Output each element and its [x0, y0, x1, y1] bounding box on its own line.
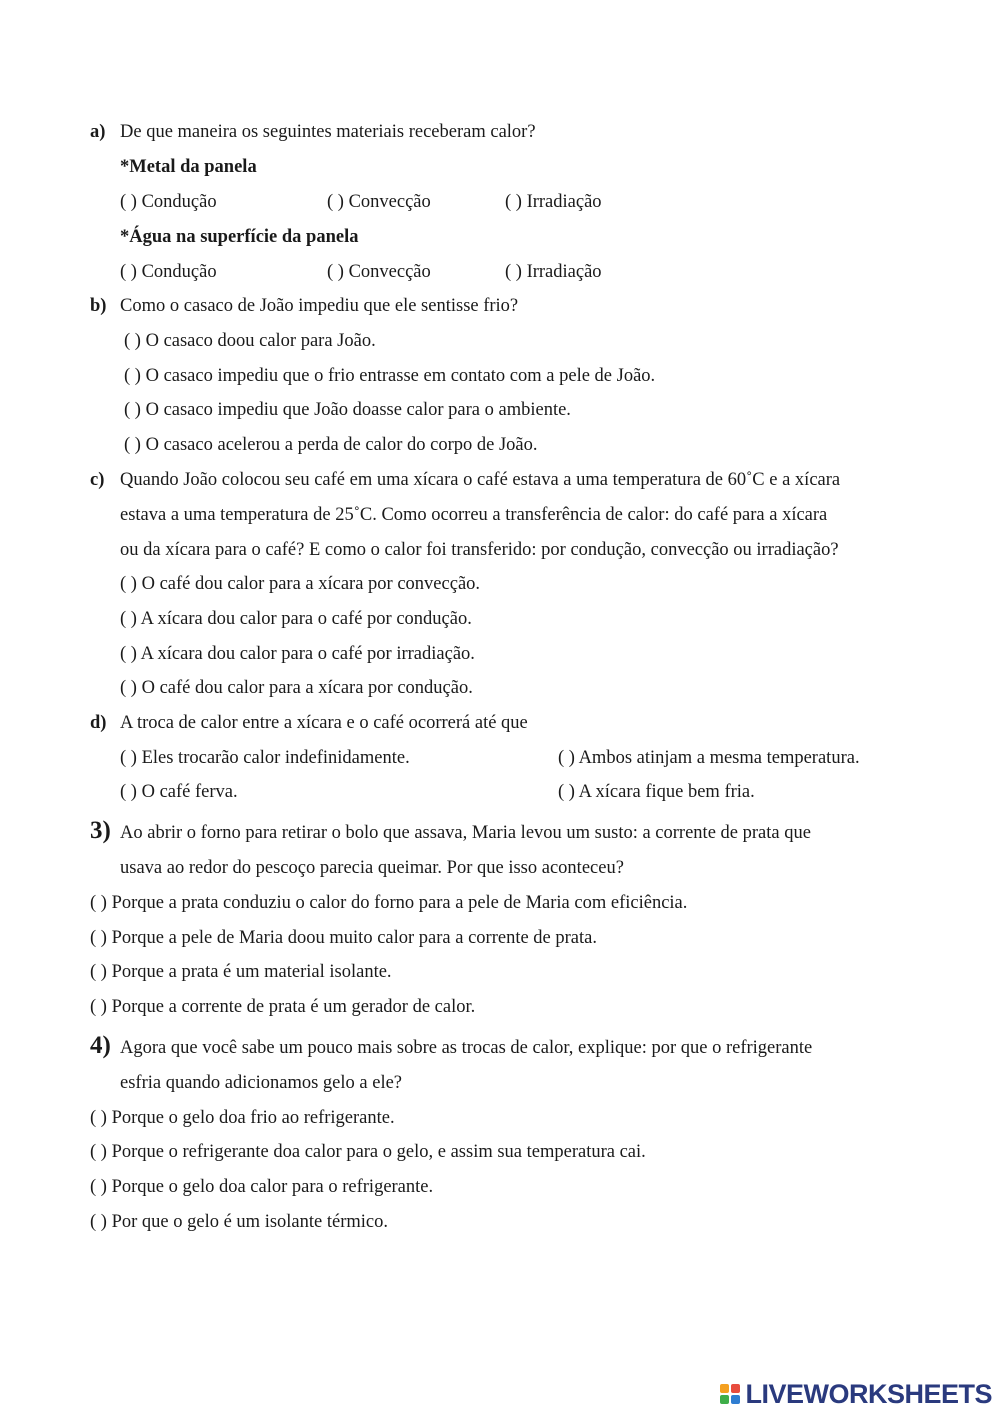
option-row-metal-2	[327, 190, 431, 214]
checkbox[interactable]: ( )	[120, 748, 137, 768]
option-text: Porque o gelo doa calor para o refrigerante.	[111, 1177, 434, 1197]
option-text: Porque a prata é um material isolante.	[111, 962, 392, 982]
option-text: O café dou calor para a xícara por condução.	[141, 678, 473, 698]
question-c-label: c)	[90, 470, 105, 490]
question-3-number: 3)	[90, 817, 111, 844]
question-b-label: b)	[90, 296, 107, 316]
option-b-2	[124, 364, 655, 388]
question-b	[90, 294, 518, 318]
checkbox[interactable]: ( )	[124, 400, 141, 420]
question-a	[90, 120, 536, 144]
option-conveccao: Convecção	[348, 192, 431, 212]
question-4-line-1: Agora que você sabe um pouco mais sobre as trocas de calor, explique: por que o refrigerante	[120, 1038, 813, 1058]
option-text: O casaco impediu que o frio entrasse em contato com a pele de João.	[145, 366, 656, 386]
checkbox[interactable]: ( )	[120, 609, 137, 629]
option-d-2	[558, 746, 860, 770]
checkbox[interactable]: ( )	[90, 1142, 107, 1162]
option-3-2	[90, 926, 597, 950]
option-text: O casaco impediu que João doasse calor para o ambiente.	[145, 400, 571, 420]
option-3-1	[90, 891, 687, 915]
checkbox[interactable]: ( )	[90, 1108, 107, 1128]
group-title-metal: *Metal da panela	[120, 157, 257, 177]
question-d-label: d)	[90, 713, 107, 733]
option-text: Porque a corrente de prata é um gerador de calor.	[111, 997, 476, 1017]
checkbox[interactable]: ( )	[120, 782, 137, 802]
option-text: Porque o gelo doa frio ao refrigerante.	[111, 1108, 395, 1128]
option-text: Porque o refrigerante doa calor para o gelo, e assim sua temperatura cai.	[111, 1142, 646, 1162]
checkbox[interactable]: ( )	[120, 644, 137, 664]
option-c-1	[120, 572, 480, 596]
logo-mark-icon	[720, 1384, 740, 1404]
option-d-4	[558, 780, 755, 804]
option-text: O café dou calor para a xícara por convecção.	[141, 574, 481, 594]
option-b-1	[124, 329, 376, 353]
question-3-line-1: Ao abrir o forno para retirar o bolo que assava, Maria levou um susto: a corrente de prata que	[120, 823, 811, 843]
option-text: Ambos atinjam a mesma temperatura.	[578, 748, 860, 768]
option-irradiacao: Irradiação	[526, 262, 602, 282]
checkbox[interactable]: ( )	[90, 1212, 107, 1232]
option-text: O casaco doou calor para João.	[145, 331, 376, 351]
checkbox[interactable]: ( )	[505, 192, 522, 212]
option-conducao: Condução	[141, 262, 217, 282]
option-d-3	[120, 780, 238, 804]
option-c-3	[120, 642, 475, 666]
checkbox[interactable]: ( )	[90, 997, 107, 1017]
question-c-line-3: ou da xícara para o café? E como o calor foi transferido: por condução, convecção ou irradiação?	[120, 540, 839, 560]
checkbox[interactable]: ( )	[120, 262, 137, 282]
option-4-3	[90, 1175, 433, 1199]
question-a-text: De que maneira os seguintes materiais receberam calor?	[120, 122, 536, 142]
checkbox[interactable]: ( )	[505, 262, 522, 282]
checkbox[interactable]: ( )	[327, 262, 344, 282]
question-4-number: 4)	[90, 1032, 111, 1059]
option-text: A xícara dou calor para o café por irradiação.	[140, 644, 475, 664]
option-irradiacao: Irradiação	[526, 192, 602, 212]
logo-square	[720, 1384, 729, 1393]
group-title-agua: *Água na superfície da panela	[120, 227, 359, 247]
question-3-line-2: usava ao redor do pescoço parecia queimar. Por que isso aconteceu?	[120, 858, 624, 878]
option-text: Porque a pele de Maria doou muito calor para a corrente de prata.	[111, 928, 597, 948]
question-4-line-2: esfria quando adicionamos gelo a ele?	[120, 1073, 403, 1093]
checkbox[interactable]: ( )	[120, 192, 137, 212]
question-c-line-2: estava a uma temperatura de 25˚C. Como ocorreu a transferência de calor: do café para a xícara	[120, 505, 828, 525]
logo-square	[731, 1395, 740, 1404]
option-row-agua-2	[327, 260, 431, 284]
checkbox[interactable]: ( )	[90, 928, 107, 948]
option-3-3	[90, 960, 392, 984]
checkbox[interactable]: ( )	[558, 748, 575, 768]
option-c-4	[120, 676, 473, 700]
brand-name: LIVEWORKSHEETS	[745, 1378, 992, 1409]
option-b-3	[124, 398, 571, 422]
checkbox[interactable]: ( )	[124, 435, 141, 455]
option-c-2	[120, 607, 472, 631]
checkbox[interactable]: ( )	[120, 678, 137, 698]
option-b-4	[124, 433, 537, 457]
checkbox[interactable]: ( )	[124, 366, 141, 386]
checkbox[interactable]: ( )	[120, 574, 137, 594]
option-4-2	[90, 1140, 646, 1164]
question-c	[90, 468, 840, 492]
option-row-agua	[120, 260, 217, 284]
option-4-4	[90, 1210, 388, 1234]
logo-square	[731, 1384, 740, 1393]
question-d	[90, 711, 528, 735]
checkbox[interactable]: ( )	[90, 1177, 107, 1197]
checkbox[interactable]: ( )	[558, 782, 575, 802]
option-conveccao: Convecção	[348, 262, 431, 282]
option-text: Porque a prata conduziu o calor do forno para a pele de Maria com eficiência.	[111, 893, 688, 913]
option-text: A xícara dou calor para o café por condução.	[140, 609, 472, 629]
question-c-line-1: Quando João colocou seu café em uma xícara o café estava a uma temperatura de 60˚C e a xícara	[120, 470, 841, 490]
option-row-metal-3	[505, 190, 602, 214]
question-d-text: A troca de calor entre a xícara e o café ocorrerá até que	[120, 713, 528, 733]
option-4-1	[90, 1106, 395, 1130]
option-text: A xícara fique bem fria.	[578, 782, 755, 802]
option-text: O casaco acelerou a perda de calor do corpo de João.	[145, 435, 538, 455]
question-b-text: Como o casaco de João impediu que ele sentisse frio?	[120, 296, 519, 316]
logo-square	[720, 1395, 729, 1404]
option-text: O café ferva.	[141, 782, 238, 802]
option-conducao: Condução	[141, 192, 217, 212]
checkbox[interactable]: ( )	[124, 331, 141, 351]
liveworksheets-logo	[720, 1378, 992, 1409]
option-text: Por que o gelo é um isolante térmico.	[111, 1212, 388, 1232]
checkbox[interactable]: ( )	[327, 192, 344, 212]
checkbox[interactable]: ( )	[90, 893, 107, 913]
option-d-1	[120, 746, 410, 770]
option-row-metal	[120, 190, 217, 214]
option-text: Eles trocarão calor indefinidamente.	[141, 748, 410, 768]
option-row-agua-3	[505, 260, 602, 284]
checkbox[interactable]: ( )	[90, 962, 107, 982]
option-3-4	[90, 995, 475, 1019]
question-a-label: a)	[90, 122, 106, 142]
